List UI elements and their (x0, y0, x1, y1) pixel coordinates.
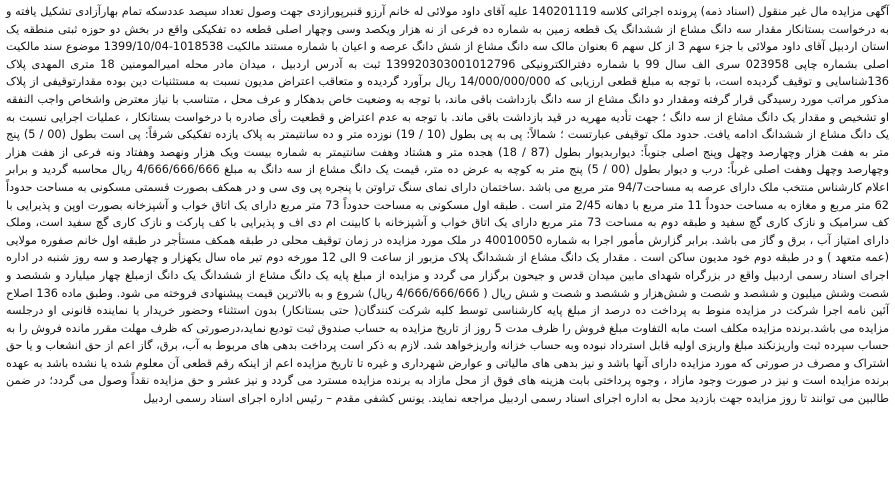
auction-notice-text: آگهی مزایده مال غیر منقول (اسناد ذمه) پرونده اجرائی کلاسه 140201119 علیه آقای داود مولائی له خانم آرزو قنبرپورازدی جهت وصول تعداد سیصد عددسکه تمام بهارآزادی تشکیل یافته و به درخواست بستانکار مقدار سه دانگ مشاع از ششدانگ یک قطعه زمین به شماره ده فرعی از نه هزار ویکصد وسی وچهار اصلی قطعه ده تفکیکی واقع در بخش دو حوزه ثبتی منطقه یک استان اردبیل آقای داود مولائی با جزء سهم 3 از کل سهم 6 بعنوان مالک سه دانگ مشاع از شش دانگ عرصه و اعیان با شماره مستند مالکیت 1018538-1399/10/04 موضوع سند مالکیت اصلی بشماره چاپی 023958 سری الف سال 99 با شماره دفترالکترونیکی 139920303001012796 ثبت به آدرس اردبیل ، میدان مادر محله امیرالمومنین 18 متری المهدی پلاک 136شناسایی و توقیف گردیده است، با توجه به مبلغ قطعی ارزیابی که 14/000/000/000 ریال برآورد گردیده و متعاقب اعتراض مدیون نسبت به مستثنیات دین بوده مقدارتوقیفی از پلاک مذکور مراتب مورد رسیدگی قرار گرفته ومقدار دو دانگ مشاع از سه دانگ بازداشت باقی ماند، با توجه به وضعیت خاص بدهکار و عرف محل ، متناسب با نیاز معترض واشخاص واجب النفقه او تشخیص و مقدار یک دانگ مشاع از سه دانگ ؛ جهت تأدیه مهریه در قید بازداشت باقی ماند. با توجه به عدم اعتراض و قطعیت رأی صادره با درخواست بستانکار ، عملیات اجرایی نسبت به یک دانگ مشاع از ششدانگ ادامه یافت. حدود ملک توقیفی عبارتست ؛ شمالاً: پی به پی بطول (10 / 19) نوزده متر و ده سانتیمتر به پلاک یازده تفکیکی شرقاً: پی است بطول (00 / 5) پنج متر به هفت هزار وچهارصد وچهل وپنج اصلی جنوباً: دیواربدیوار بطول (87 / 18) هجده متر و هشتاد وهفت سانتیمتر به شماره بیست ویک هزار ونهصد وهفتاد ونه فرعی از هفت هزار وچهارصد وچهل وهفت اصلی غرباً: درب و دیوار بطول (00 / 5) پنج متر به کوچه به عرض ده متر، قیمت یک دانگ مشاع از سه دانگ به مبلغ 4/666/666/666 ریال محاسبه گردید و برابر اعلام کارشناس منتخب ملک دارای عرصه به مساحت94/7 متر مربع می باشد .ساختمان دارای نمای سنگ تراوتن با پنجره پی وی سی و در همکف بصورت قسمتی مسکونی به مساحت حدوداً 62 متر مربع و مغازه به مساحت حدوداً 11 متر مربع با دهانه 2/45 متر است . طبقه اول مسکونی به مساحت حدوداً 73 متر مربع دارای یک اتاق خواب و آشپزخانه بصورت اوپن و پذیرایی با کف سرامیک و نازک کاری گچ سفید و طبقه دوم به مساحت 73 متر مربع دارای یک اتاق خواب و آشپزخانه با کابینت ام دی اف و پذیرایی با کف پارکت و نازک کاری گچ سفید است، وملک دارای امتیاز آب ، برق و گاز می باشد. برابر گزارش مأمور اجرا به شماره 40010050 در ملک مورد مزایده در زمان توقیف محلی در طبقه همکف مستأجر در طبقه اول خانم صفوره مولایی (عمه متعهد ) و در طبقه دوم خود مدیون ساکن است . مقدار یک دانگ مشاع از ششدانگ پلاک مزبور از ساعت 9 الی 12 مورخه دوم تیر ماه سال یکهزار و چهارصد و سه روز شنبه در اداره اجرای اسناد رسمی اردبیل واقع در بزرگراه شهدای مابین میدان قدس و جیحون برگزار می گردد و مزایده از مبلغ پایه یک دانگ مشاع از ششدانگ یک دانگ ازمبلغ چهار میلیارد و ششصد و شصت وشش میلیون و ششصد و شصت و شش‌هزار و ششصد و شصت و شش ریال ( 4/666/666/666 ریال) شروع و به بالاترین قیمت پیشنهادی فروخته می شود. وطبق ماده 136 اصلاح آئین نامه اجرا شرکت در مزایده منوط به پرداخت ده درصد از مبلغ پایه کارشناسی توسط کلیه شرکت کنندگان( حتی بستانکار) بدون استثناء وحضور خریدار یا نماینده قانونی او درجلسه مزایده می باشد.برنده مزایده مکلف است مابه التفاوت مبلغ فروش را ظرف مدت 5 روز از تاریخ مزایده به حساب صندوق ثبت تودیع نماید،درصورتی که ظرف مهلت مقرر مانده فروش را به حساب سپرده ثبت واریزنکند مبلغ واریزی اولیه قابل استرداد نبوده وبه حساب خزانه واریزخواهد شد. لازم به ذکر است پرداخت بدهی های مربوط به آب، برق، گاز اعم از حق انشعاب و یا حق اشتراک و مصرف در صورتی که مورد مزایده دارای آنها باشد و نیز بدهی های مالیاتی و عوارض شهرداری و غیره تا تاریخ مزایده اعم از اینکه رقم قطعی آن معلوم شده یا نشده باشد به عهده برنده مزایده است و نیز در صورت وجود مازاد ، وجوه پرداختی بابت هزینه های فوق از محل مازاد به برنده مزایده مسترد می گردد و نیز عشر و حق مزایده نقداً وصول می گردد؛ در ضمن طالبین می توانند تا روز مزایده جهت بازدید محل به اداره اجرای اسناد رسمی اردبیل مراجعه نمایند. یونس کشفی مقدم – رئیس اداره اجرای اسناد رسمی اردبیل (6, 5, 890, 406)
